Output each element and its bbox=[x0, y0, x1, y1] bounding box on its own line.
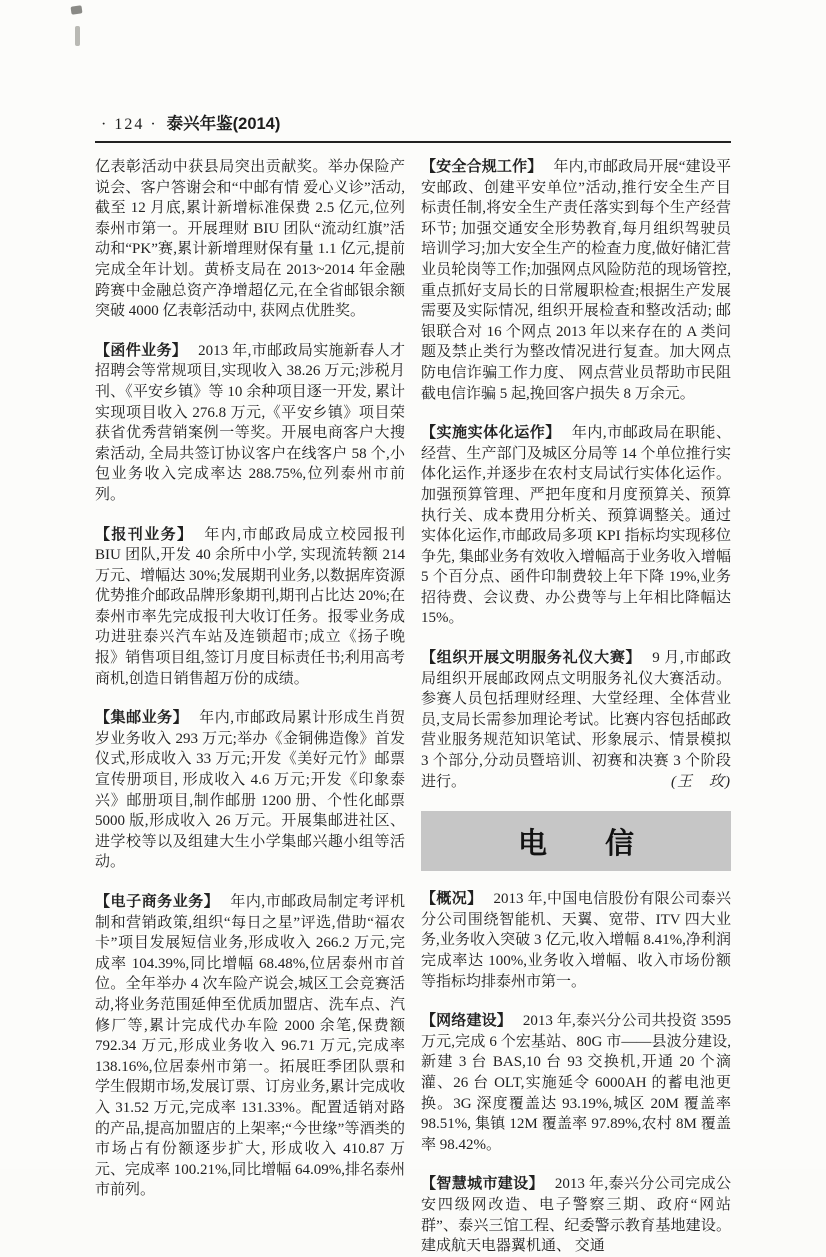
author-byline: (王 玫) bbox=[671, 773, 731, 790]
header-rule bbox=[95, 141, 731, 143]
page-number: · 124 · bbox=[101, 116, 158, 133]
paragraph-text: 年内,市邮政局在职能、经营、生产部门及城区分局等 14 个单位推行实体化运作,并逐步在农村支局试行实体化运作。加强预算管理、严把年度和月度预算关、预算执行关、成本费用分析关、预算调整关。通过实体化运作,市邮政局多项 KPI 指标均实现移位争先, 集邮业务有效收入增幅高于业务收入增幅 5 个百分点、函件印制费较上年下降 19%,业务招待费、会议费、办公费等与上年相比降幅达 15%。 bbox=[421, 425, 731, 627]
section-heading: 【报刊业务】 bbox=[95, 525, 194, 543]
left-column bbox=[95, 157, 405, 1257]
para-network-construction bbox=[421, 1011, 731, 1155]
section-heading: 【安全合规工作】 bbox=[421, 158, 543, 175]
scan-artifact-mark bbox=[75, 26, 80, 46]
section-heading: 【实施实体化运作】 bbox=[421, 424, 561, 442]
para-ecommerce-business bbox=[95, 892, 405, 1201]
paragraph-text: 亿表彰活动中获县局突出贡献奖。举办保险产说会、客户答谢会和“中邮有情 爱心义诊”活动,截至 12 月底,累计新增标准保费 2.5 亿元,位列泰州市第一。开展理财 BIU 团队“流动红旗”活动和“PK”赛,累计新增理财保有量 1.1 亿元,提前完成全年计划。黄桥支局在 2013~2014 年金融跨赛中金融总资产净增超亿元,在全省邮银余额突破 4000 亿表彰活动中, 获网点优胜奖。 bbox=[95, 159, 405, 320]
paragraph-text: 年内,市邮政局累计形成生肖贺岁业务收入 293 万元;举办《金铜佛造像》首发仪式,形成收入 33 万元;开发《美好元竹》邮票宣传册项目, 形成收入 4.6 万元;开发《印象泰兴》邮册项目,制作邮册 1200 册、个性化邮票 5000 版,形成收入 26 万元。开展集邮进社区、进学校等以及组建大生小学集邮兴趣小组等活动。 bbox=[95, 710, 405, 871]
banner-title: 电 信 bbox=[517, 827, 634, 860]
paragraph-text: 年内,市邮政局制定考评机制和营销政策,组织“每日之星”评选,借助“福农卡”项目发展短信业务,形成收入 266.2 万元,完成率 104.39%,同比增幅 68.48%,位居泰州市首位。全年举办 4 次车险产说会,城区工会竞赛活动,将业务范围延伸至优质加盟店、洗车点、汽修厂等,累计完成代办车险 2000 余笔,保费额 792.34 万元,形成业务收入 96.71 万元,完成率 138.16%,位居泰州市第一。拓展旺季团队票和学生假期市场,发展订票、订房业务,累计完成收入 31.52 万元,完成率 131.33%。配置适销对路的产品,提高加盟店的上架率;“今世缘”等酒类的市场占有份额逐步扩大, 形成收入 410.87 万元、完成率 100.21%,同比增幅 64.09%,排名泰州市前列。 bbox=[95, 894, 405, 1199]
page-content bbox=[95, 110, 731, 1257]
para-continuation bbox=[95, 157, 405, 322]
paragraph-text: 年内,市邮政局成立校园报刊 BIU 团队,开发 40 余所中小学, 实现流转额 214 万元、增幅达 30%;发展期刊业务,以数据库资源优势推介邮政品牌形象期刊,期刊占比达 20%;在泰州市率先完成报刊大收订任务。报零业务成功进驻泰兴汽车站及连锁超市;成立《扬子晚报》销售项目组,签订月度目标责任书;利用高考商机,创造日销售超万份的成绩。 bbox=[95, 526, 405, 687]
paragraph-text: 2013 年,中国电信股份有限公司泰兴分公司围绕智能机、天翼、宽带、ITV 四大业务,业务收入突破 3 亿元,收入增幅 8.41%,净利润完成率达 100%,业务收入增幅、收入市场份额等指标均排泰州市第一。 bbox=[421, 891, 731, 990]
scan-artifact-mark bbox=[70, 5, 82, 14]
paragraph-text: 2013 年,市邮政局实施新春人才招聘会等常规项目,实现收入 38.26 万元;涉税月刊、《平安乡镇》等 10 余种项目逐一开发, 累计实现项目收入 276.8 万元,《平安乡镇》项目荣获省优秀营销案例一等奖。开展电商客户大搜索活动, 全局共签订协议客户在线客户 58 个,小包业务收入完成率达 288.75%,位列泰州市前列。 bbox=[95, 342, 405, 503]
section-heading: 【网络建设】 bbox=[421, 1012, 512, 1030]
section-heading: 【智慧城市建设】 bbox=[421, 1175, 544, 1193]
paragraph-text: 年内,市邮政局开展“建设平安邮政、创建平安单位”活动,推行安全生产目标责任制,将安全生产责任落实到每个生产经营环节; 加强交通安全形势教育,每月组织驾驶员培训学习;加大安全生产的检查力度,做好储汇营业员轮岗等工作;加强网点风险防范的现场管控,重点抓好支局长的日常履职检查;根据生产发展需要及实际情况, 组织开展检查和整改活动; 邮银联合对 16 个网点 2013 年以来存在的 A 类问题及禁止类行为整改情况进行复查。加大网点防电信诈骗工作力度、 网点营业员帮助市民阻截电信诈骗 5 起,挽回客户损失 8 万余元。 bbox=[421, 159, 731, 402]
para-entity-operation bbox=[421, 423, 731, 629]
para-etiquette-contest bbox=[421, 648, 731, 792]
para-philately-business bbox=[95, 708, 405, 873]
section-heading: 【电子商务业务】 bbox=[95, 893, 220, 910]
paragraph-text: 9 月,市邮政局组织开展邮政网点文明服务礼仪大赛活动。参赛人员包括理财经理、大堂经理、全体营业员,支局长需参加理论考试。比赛内容包括邮政营业服务规范知识笔试、形象展示、情景模拟 3 个部分,分动员暨培训、初赛和决赛 3 个阶段进行。 bbox=[421, 650, 731, 790]
book-title: 泰兴年鉴(2014) bbox=[166, 115, 281, 133]
page-header bbox=[95, 110, 731, 134]
right-column bbox=[421, 157, 731, 1257]
section-heading: 【集邮业务】 bbox=[95, 709, 189, 727]
para-letter-business bbox=[95, 341, 405, 506]
paragraph-text: 2013 年,泰兴分公司共投资 3595 万元,完成 6 个宏基站、80G 市——县波分建设, 新建 3 台 BAS,10 台 93 交换机,开通 20 个滴灌、26 台 OLT,实施延令 6000AH 的蓄电池更换。3G 深度覆盖达 93.19%,城区 20M 覆盖率 98.51%, 集镇 12M 覆盖率 97.89%,农村 8M 覆盖率 98.42%。 bbox=[421, 1013, 731, 1153]
para-newspaper-business bbox=[95, 525, 405, 690]
text-columns bbox=[95, 157, 731, 1257]
section-heading: 【组织开展文明服务礼仪大赛】 bbox=[421, 649, 642, 667]
para-smart-city bbox=[421, 1174, 731, 1256]
section-heading: 【函件业务】 bbox=[95, 341, 188, 359]
section-heading: 【概况】 bbox=[421, 890, 483, 908]
para-overview bbox=[421, 889, 731, 992]
paragraph-text: 2013 年,泰兴分公司完成公安四级网改造、电子警察三期、政府“网站群”、泰兴三馆工程、纪委警示教育基地建设。建成航天电器翼机通、 交通 bbox=[421, 1176, 731, 1255]
para-safety-compliance bbox=[421, 157, 731, 404]
section-banner-telecom bbox=[421, 811, 731, 871]
